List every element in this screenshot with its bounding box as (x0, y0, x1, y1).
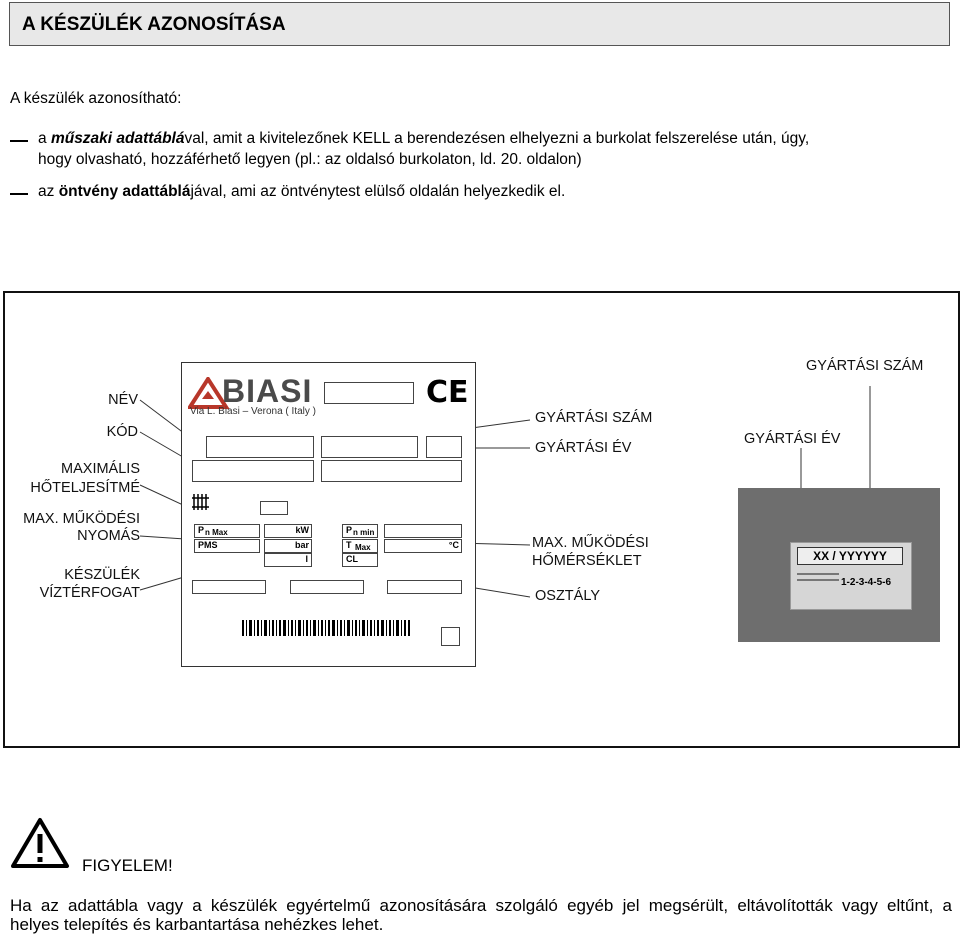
checkbox-box (441, 627, 460, 646)
serial-field (321, 436, 418, 458)
brand-name: BIASI (222, 373, 313, 409)
class-field-3 (387, 580, 462, 594)
label-gyartasi-ev-right: GYÁRTÁSI ÉV (744, 431, 841, 447)
label-gyartasi-ev-mid: GYÁRTÁSI ÉV (535, 440, 632, 456)
bullet-2-bold: öntvény adattáblá (58, 183, 191, 200)
ce-mark: CE (426, 375, 469, 410)
label-max-hoteljesitmeny-2: HŐTELJESÍTMÉ (30, 480, 140, 496)
bar-label: bar (294, 540, 309, 550)
class-field-2 (290, 580, 364, 594)
label-kod: KÓD (106, 424, 138, 440)
t-max-value (384, 539, 462, 553)
name-field (206, 436, 314, 458)
small-box (260, 501, 288, 515)
pn-max-cell (194, 524, 260, 538)
label-gyartasi-szam-mid: GYÁRTÁSI SZÁM (535, 410, 653, 426)
kw-cell (264, 524, 312, 538)
warning-triangle-icon (10, 817, 70, 869)
label-nev: NÉV (108, 392, 138, 408)
bullet-1-text: val, amit a kivitelezőnek KELL a berendezésen elhelyezni a burkolat felszerelése után, úgy, (184, 130, 810, 147)
deg-c-label: °C (448, 540, 459, 550)
bullet-2-text: jával, ami az öntvénytest elülső oldalán helyezkedik el. (190, 183, 566, 200)
radiator-icon (192, 492, 210, 512)
pn-min-sub: n min (353, 528, 375, 537)
pn-min-value (384, 524, 462, 538)
pn-min-cell (342, 524, 378, 538)
pms-label: PMS (198, 540, 218, 550)
kw-label: kW (295, 525, 309, 535)
l-cell (264, 553, 312, 567)
label-max-homerseklet-1: MAX. MŰKÖDÉSI (532, 535, 649, 551)
t-max-cell (342, 539, 378, 553)
label-max-homerseklet-2: HŐMÉRSÉKLET (532, 553, 642, 569)
pms-cell (194, 539, 260, 553)
pn-min-label: P (346, 525, 353, 535)
label-gyartasi-szam-right: GYÁRTÁSI SZÁM (806, 358, 924, 374)
label-osztaly: OSZTÁLY (535, 588, 600, 604)
casting-line (797, 573, 839, 575)
class-field-1 (192, 580, 266, 594)
warning-title: FIGYELEM! (82, 856, 173, 875)
warning-text-line1: Ha az adattábla vagy a készülék egyértelmű azonosítására szolgáló egyéb jel megsérült, eltávolították vagy eltűnt, a (10, 896, 952, 915)
code-field-2 (321, 460, 462, 482)
bar-cell (264, 539, 312, 553)
casting-plate (790, 542, 912, 610)
casting-line (797, 579, 839, 581)
warning-text-line2: helyes telepítés és karbantartása nehézkes lehet. (10, 915, 384, 934)
label-vizterfogat-1: KÉSZÜLÉK (64, 567, 140, 583)
data-plate (181, 362, 476, 667)
bullet-1-line2: hogy olvasható, hozzáférhető legyen (pl.: az oldalsó burkolaton, ld. 20. oldalon) (38, 151, 582, 168)
bullet-1-bold: műszaki adattáblá (50, 130, 185, 147)
t-max-label: T (346, 540, 352, 550)
pn-max-label: P (198, 525, 205, 535)
bullet-2-pre: az (38, 183, 59, 200)
code-field (192, 460, 314, 482)
pn-max-sub: n Max (205, 528, 228, 537)
casting-plate-photo (738, 488, 940, 642)
intro-text: A készülék azonosítható: (10, 90, 182, 107)
barcode-icon (242, 620, 412, 636)
name-box (324, 382, 414, 404)
brand-address: Via L. Biasi – Verona ( Italy ) (190, 406, 316, 417)
t-max-sub: Max (355, 543, 371, 552)
cl-label: CL (346, 554, 358, 564)
l-label: l (305, 554, 308, 564)
bullet-1-pre: a (38, 130, 51, 147)
casting-serial: XX / YYYYYY (797, 547, 903, 565)
section-title: A KÉSZÜLÉK AZONOSÍTÁSA (22, 14, 286, 35)
label-vizterfogat-2: VÍZTÉRFOGAT (39, 585, 140, 601)
label-max-hoteljesitmeny-1: MAXIMÁLIS (61, 461, 140, 477)
year-field (426, 436, 462, 458)
casting-code: 1-2-3-4-5-6 (841, 577, 892, 588)
label-max-nyomas-2: NYOMÁS (77, 528, 140, 544)
label-max-nyomas-1: MAX. MŰKÖDÉSI (23, 511, 140, 527)
cl-cell (342, 553, 378, 567)
